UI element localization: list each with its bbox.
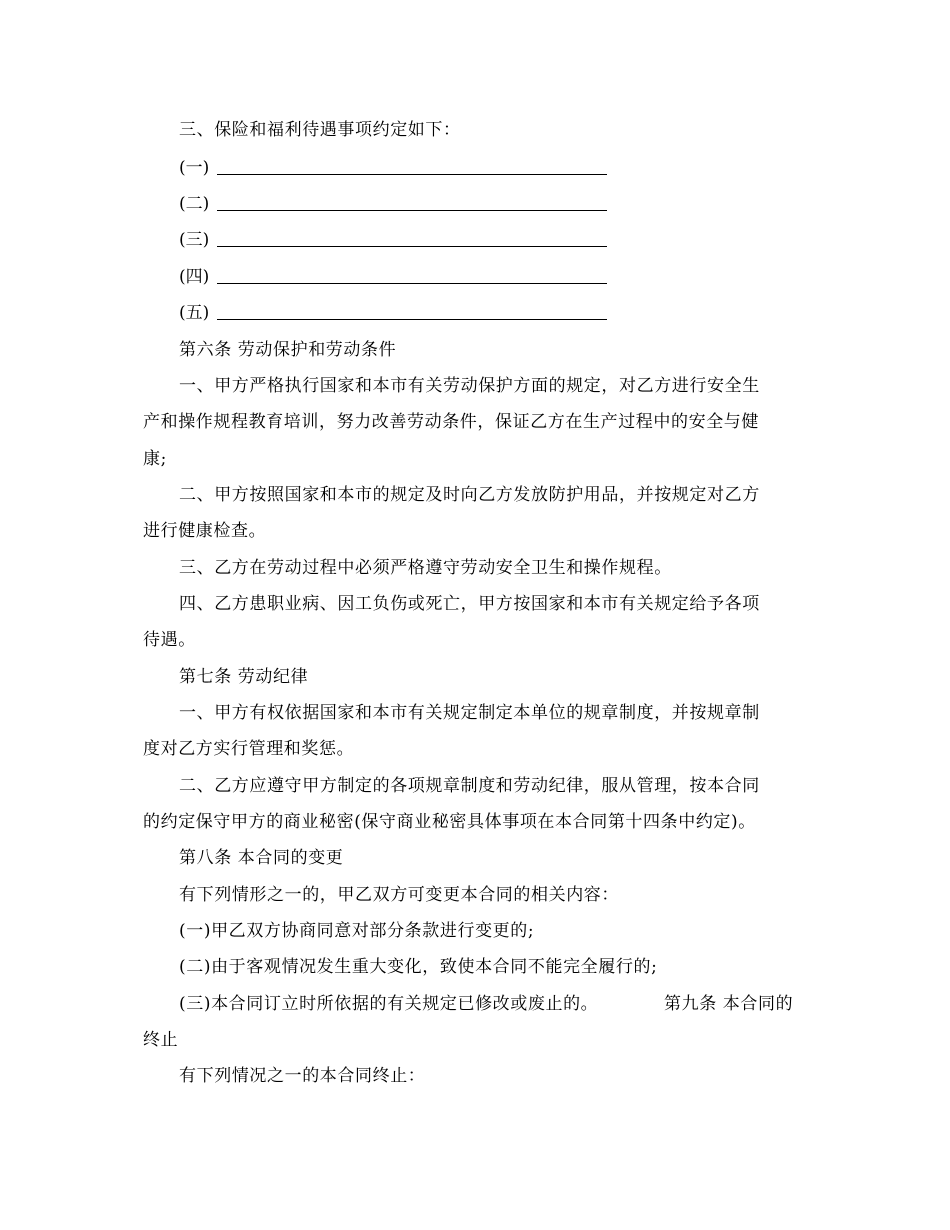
article-8-item-2: (二)由于客观情况发生重大变化，致使本合同不能完全履行的; <box>179 957 658 977</box>
article-6-paragraph-1-line-1: 一、甲方严格执行国家和本市有关劳动保护方面的规定，对乙方进行安全生 <box>179 376 760 396</box>
article-8-item-1: (一)甲乙双方协商同意对部分条款进行变更的; <box>179 921 535 941</box>
blank-item-3 <box>179 229 209 251</box>
article-7-paragraph-2-line-1: 二、乙方应遵守甲方制定的各项规章制度和劳动纪律，服从管理，按本合同 <box>179 776 760 796</box>
fill-in-line <box>217 246 607 247</box>
article-6-paragraph-2-line-1: 二、甲方按照国家和本市的规定及时向乙方发放防护用品，并按规定对乙方 <box>179 485 760 505</box>
article-6-paragraph-1-line-3: 康; <box>143 449 167 469</box>
article-6-paragraph-4-line-2: 待遇。 <box>143 630 196 650</box>
fill-in-line <box>217 210 607 211</box>
fill-in-line <box>217 283 607 284</box>
blank-label: (二) <box>179 194 210 214</box>
blank-label: (三) <box>179 230 210 250</box>
article-9-title-start: 第九条 本合同的 <box>664 994 794 1014</box>
article-7-paragraph-1-line-2: 度对乙方实行管理和奖惩。 <box>143 739 355 759</box>
blank-label: (四) <box>179 267 210 287</box>
article-8-item-3: (三)本合同订立时所依据的有关规定已修改或废止的。 <box>179 994 599 1014</box>
article-9-intro: 有下列情况之一的本合同终止： <box>179 1066 426 1086</box>
article-7-paragraph-1-line-1: 一、甲方有权依据国家和本市有关规定制定本单位的规章制度，并按规章制 <box>179 703 760 723</box>
blank-item-4 <box>179 266 209 288</box>
section-heading-insurance: 三、保险和福利待遇事项约定如下： <box>179 120 461 140</box>
article-6-paragraph-4-line-1: 四、乙方患职业病、因工负伤或死亡，甲方按国家和本市有关规定给予各项 <box>179 594 760 614</box>
blank-item-2 <box>179 193 209 215</box>
article-7-title: 第七条 劳动纪律 <box>179 667 309 687</box>
article-6-paragraph-3: 三、乙方在劳动过程中必须严格遵守劳动安全卫生和操作规程。 <box>179 558 672 578</box>
blank-label: (一) <box>179 158 210 178</box>
fill-in-line <box>217 319 607 320</box>
article-6-paragraph-2-line-2: 进行健康检查。 <box>143 521 267 541</box>
blank-item-1 <box>179 157 209 179</box>
article-6-paragraph-1-line-2: 产和操作规程教育培训，努力改善劳动条件，保证乙方在生产过程中的安全与健 <box>143 412 759 432</box>
fill-in-line <box>217 174 607 175</box>
blank-label: (五) <box>179 303 210 323</box>
article-8-intro: 有下列情形之一的，甲乙双方可变更本合同的相关内容： <box>179 885 619 905</box>
article-7-paragraph-2-line-2: 的约定保守甲方的商业秘密(保守商业秘密具体事项在本合同第十四条中约定)。 <box>143 812 756 832</box>
article-9-title-continuation: 终止 <box>143 1030 179 1050</box>
blank-item-5 <box>179 302 209 324</box>
article-8-title: 第八条 本合同的变更 <box>179 848 344 868</box>
article-6-title: 第六条 劳动保护和劳动条件 <box>179 340 397 360</box>
